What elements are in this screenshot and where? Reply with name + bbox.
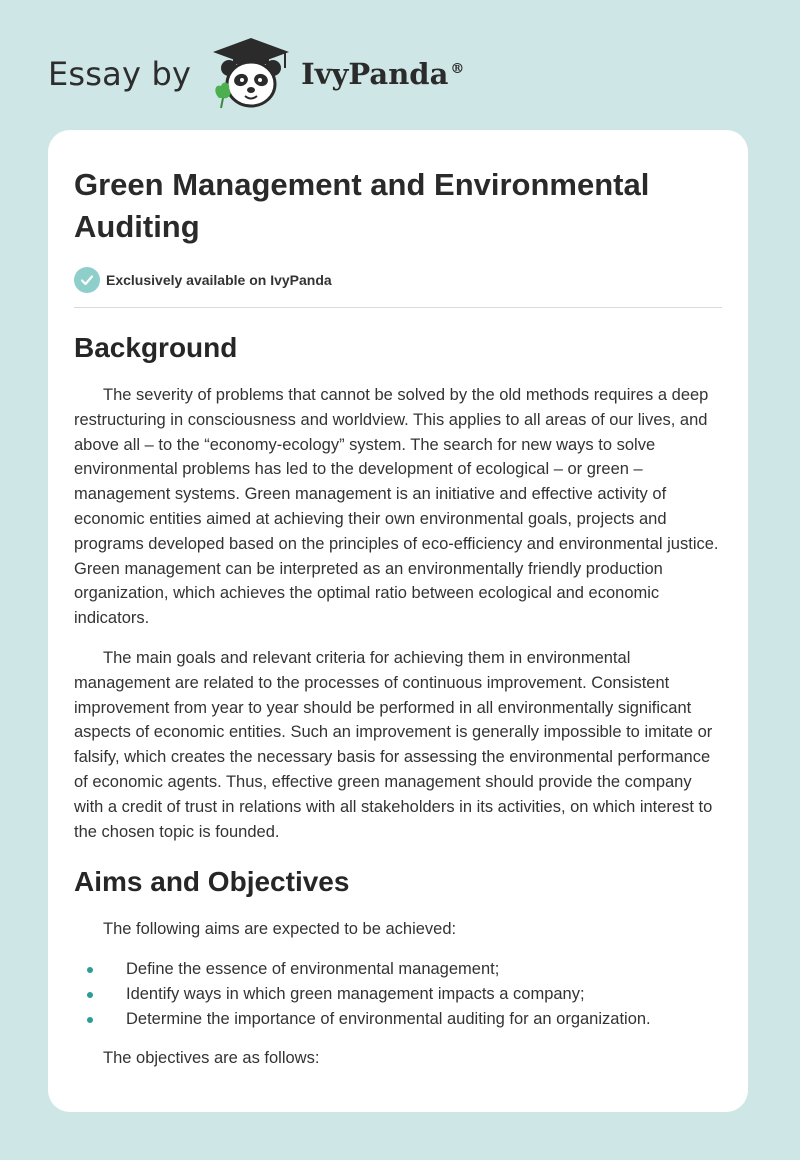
bullet-icon [87,967,93,973]
list-item: Identify ways in which green management impacts a company; [74,982,722,1007]
page-title: Green Management and Environmental Auditing [74,167,650,244]
divider [74,307,722,308]
bullet-icon [87,992,93,998]
aims-list [74,957,722,1031]
exclusive-label: Exclusively available on IvyPanda [106,272,332,288]
section-heading-aims: Aims and Objectives [74,866,350,898]
site-header [48,34,548,114]
objectives-intro: The objectives are as follows: [103,1048,320,1067]
aims-intro: The following aims are expected to be achieved: [103,920,457,939]
check-icon [74,267,100,293]
exclusive-badge [74,266,722,294]
list-item: Determine the importance of environmental auditing for an organization. [74,1007,722,1032]
brand-name: IvyPanda ® [301,57,465,91]
bullet-icon [87,1017,93,1023]
section-heading-background: Background [74,332,238,363]
paragraph: The severity of problems that cannot be solved by the old methods requires a deep restructuring in consciousness and worldview. This applies to all areas of our lives, and above all – to the “economy-ecology” system. The search for new ways to solve environmental problems has led to the development of ecological – or green – management systems. Green management is an initiative and effective activity of economic entities aimed at achieving their own environmental goals, projects and programs developed based on the principles of eco-efficiency and environmental justice. Green management can be interpreted as an environmentally friendly production organization, which achieves the optimal ratio between ecological and economic indicators. [74,386,719,628]
brand-prefix: Essay by [48,55,192,93]
ivypanda-logo-icon[interactable] [209,36,293,112]
paragraph: The main goals and relevant criteria for achieving them in environmental management are related to the processes of continuous improvement. Consistent improvement from year to year should be performed in all environmentally significant aspects of economic entities. Such an improvement is generally impossible to imitate or falsify, which creates the necessary basis for assessing the environmental performance of economic agents. Thus, effective green management should provide the company with a credit of trust in relations with all stakeholders in its activities, on which interest to the chosen topic is founded. [74,648,713,841]
essay-card [48,130,748,1112]
registered-mark: ® [450,61,465,78]
list-item: Define the essence of environmental management; [74,957,722,982]
